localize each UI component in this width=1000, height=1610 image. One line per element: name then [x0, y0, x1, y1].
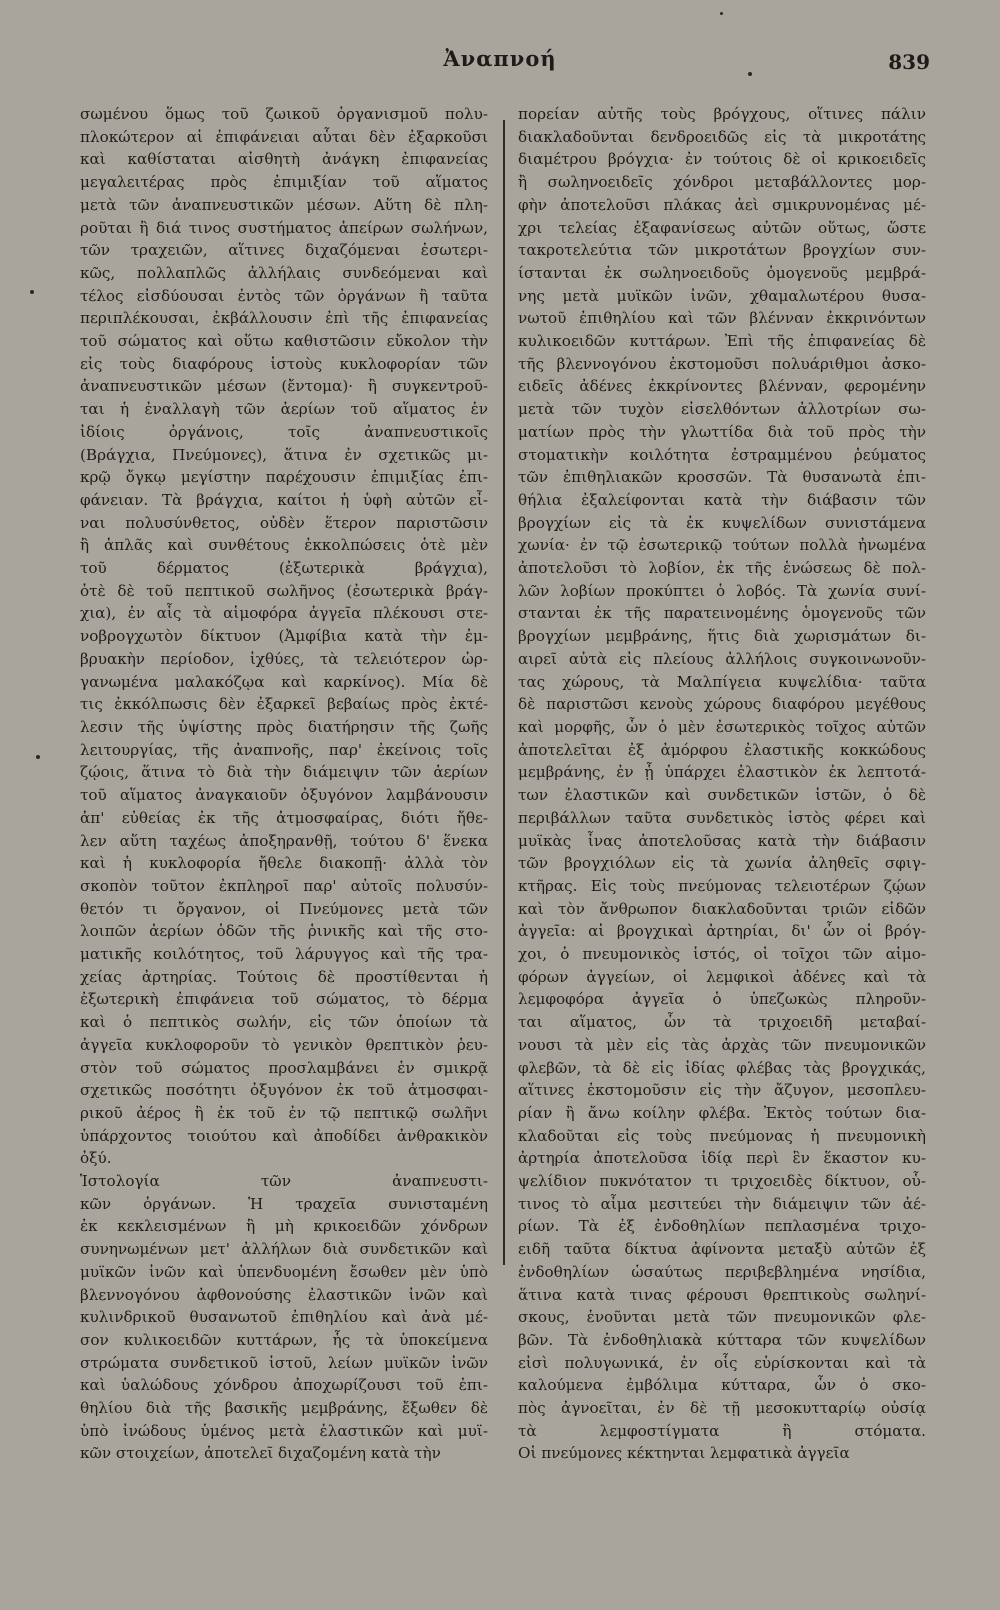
text-line: βρυακὴν περίοδον, ἰχθύες, τὰ τελειότερον ὠρ-	[80, 649, 488, 668]
text-line: σκους, ἑνοῦνται μετὰ τῶν πνευμονικῶν φλε-	[518, 1308, 926, 1327]
text-line: νωτοῦ ἐπιθηλίου καὶ τῶν βλένναν ἐκκρινόντων	[518, 309, 926, 328]
text-line: κυλινδρικοῦ θυσανωτοῦ ἐπιθηλίου καὶ ἀνὰ μέ-	[80, 1308, 488, 1327]
text-line: καὶ ἡ κυκλοφορία ἤθελε διακοπῇ· ἀλλὰ τὸν	[80, 854, 488, 873]
text-line: ὀξύ.	[80, 1149, 112, 1168]
right-text-column	[518, 103, 926, 1465]
text-line: ρίων. Τὰ ἐξ ἐνδοθηλίων πεπλασμένα τριχο-	[518, 1217, 926, 1236]
text-line: ἢ σωληνοειδεῖς χόνδροι μεταβάλλοντες μορ-	[518, 173, 926, 192]
text-line: ἐξωτερικὴ ἐπιφάνεια τοῦ σώματος, τὸ δέρμα	[80, 990, 488, 1009]
text-line: θηλίου διὰ τῆς βασικῆς μεμβράνης, ἔξωθεν δὲ	[80, 1399, 488, 1418]
text-line: μυϊκῶν ἰνῶν καὶ ὑπενδυομένη ἔσωθεν μὲν ὑπὸ	[80, 1262, 488, 1281]
text-line: στὸν τοῦ σώματος προσλαμβάνει ἐν σμικρᾷ	[80, 1058, 488, 1077]
text-line: τας χώρους, τὰ Μαλπίγεια κυψελίδια· ταῦτα	[518, 672, 926, 691]
text-line: νουσι τὰ μὲν εἰς τὰς ἀρχὰς τῶν πνευμονικῶν	[518, 1035, 926, 1054]
text-line: κῶν ὀργάνων. Ἡ τραχεῖα συνισταμένη	[80, 1194, 488, 1213]
text-line: τινος τὸ αἷμα μεσιτεύει τὴν διάμειψιν τῶν ἀέ-	[518, 1194, 926, 1213]
text-line: μυϊκὰς ἶνας ἀποτελοῦσας κατὰ τὴν διάβασιν	[518, 831, 926, 850]
text-line: ματικῆς κοιλότητος, τοῦ λάρυγγος καὶ τῆς τρα-	[80, 945, 488, 964]
text-line: ὁτὲ δὲ τοῦ πεπτικοῦ σωλῆνος (ἐσωτερικὰ βράγ-	[80, 581, 488, 600]
left-text-column	[80, 103, 488, 1465]
ink-speck	[748, 72, 752, 76]
text-line: μετὰ τῶν τυχὸν εἰσελθόντων ἀλλοτρίων σω-	[518, 400, 926, 419]
text-line: διαμέτρου βρόγχια· ἐν τούτοις δὲ οἱ κρικοειδεῖς	[518, 150, 926, 169]
ink-speck	[720, 12, 723, 15]
text-line: ειδεῖς ἀδένες ἐκκρίνοντες βλένναν, φερομένην	[518, 377, 926, 396]
text-line: βρογχίων μεμβράνης, ἥτις διὰ χωρισμάτων δι-	[518, 627, 926, 646]
page-number: 839	[888, 50, 930, 74]
text-line: τῶν βρογχιόλων εἰς τὰ χωνία ἀληθεῖς σφιγ-	[518, 854, 926, 873]
text-line: τὰ λεμφοστίγματα ἢ στόματα.	[518, 1421, 926, 1440]
text-line: ίστανται ἐκ σωληνοειδοῦς ὁμογενοῦς μεμβρά-	[518, 263, 926, 282]
text-line: τῶν τραχειῶν, αἵτινες διχαζόμεναι ἐσωτερι-	[80, 241, 488, 260]
text-line: νοβρογχωτὸν δίκτυον (Ἀμφίβια κατὰ τὴν ἐμ-	[80, 627, 488, 646]
text-line: ἢ ἁπλᾶς καὶ συνθέτους ἐκκολπώσεις ὁτὲ μὲν	[80, 536, 488, 555]
text-line: χείας ἀρτηρίας. Τούτοις δὲ προστίθενται ἡ	[80, 967, 488, 986]
text-line: κλαδοῦται εἰς τοὺς πνεύμονας ἡ πνευμονικὴ	[518, 1126, 926, 1145]
text-line: βλεννογόνου ἀφθονούσης ἐλαστικῶν ἰνῶν καὶ	[80, 1285, 488, 1304]
text-line: ἰδίοις ὀργάνοις, τοῖς ἀναπνευστικοῖς	[80, 422, 488, 441]
text-line: θήλια ἐξαλείφονται κατὰ τὴν διάβασιν τῶν	[518, 490, 926, 509]
text-line: πλοκώτερον αἱ ἐπιφάνειαι αὗται δὲν ἐξαρκοῦσι	[80, 127, 488, 146]
text-line: ειδῆ ταῦτα δίκτυα ἀφίνοντα μεταξὺ αὐτῶν ἐξ	[518, 1240, 926, 1259]
text-line: ψελίδιον πυκνότατον τι τριχοειδὲς δίκτυον, οὗ-	[518, 1172, 926, 1191]
text-line: στρώματα συνδετικοῦ ἱστοῦ, λείων μυϊκῶν ἰνῶν	[80, 1353, 488, 1372]
text-line: λεσιν τῆς ὑψίστης πρὸς διατήρησιν τῆς ζωῆς	[80, 717, 488, 736]
text-line: χρι τελείας ἐξαφανίσεως αὐτῶν οὕτως, ὥστε	[518, 218, 926, 237]
text-line: χωνία· ἐν τῷ ἐσωτερικῷ τούτων πολλὰ ἠνωμένα	[518, 536, 926, 555]
text-line: ὑπάρχοντος τοιούτου καὶ ἀποδίδει ἀνθρακικὸν	[80, 1126, 488, 1145]
text-line: ροῦται ἢ διά τινος συστήματος ἀπείρων σωλήνων,	[80, 218, 488, 237]
text-line: διακλαδοῦνται δενδροειδῶς εἰς τὰ μικροτάτης	[518, 127, 926, 146]
text-line: καὶ ὑαλώδους χόνδρου ἀποχωρίζουσι τοῦ ἐπι-	[80, 1376, 488, 1395]
text-line: κῶν στοιχείων, ἀποτελεῖ διχαζομένη κατὰ τὴν	[80, 1444, 441, 1463]
text-line: βῶν. Τὰ ἐνδοθηλιακὰ κύτταρα τῶν κυψελίδων	[518, 1330, 926, 1349]
text-line: νης μετὰ μυϊκῶν ἰνῶν, χθαμαλωτέρου θυσα-	[518, 286, 926, 305]
text-line: λειτουργίας, τῆς ἀναπνοῆς, παρ' ἐκείνοις τοῖς	[80, 740, 488, 759]
text-line: περιβάλλων ταῦτα συνδετικὸς ἱστὸς φέρει καὶ	[518, 808, 926, 827]
text-line: ἀποτελεῖται ἐξ ἀμόρφου ἐλαστικῆς κοκκώδους	[518, 740, 926, 759]
text-line: ἅτινα κατὰ τινας φέρουσι θρεπτικοὺς σωληνί-	[518, 1285, 926, 1304]
text-line: εἰσὶ πολυγωνικά, ἐν οἷς εὑρίσκονται καὶ τὰ	[518, 1353, 926, 1372]
text-line: πορείαν αὐτῆς τοὺς βρόγχους, οἵτινες πάλιν	[518, 105, 926, 123]
text-line: εἰς τοὺς διαφόρους ἱστοὺς κυκλοφορίαν τῶν	[80, 354, 488, 373]
text-line: λεν αὕτη ταχέως ἀποξηρανθῇ, τούτου δ' ἕνεκα	[80, 831, 488, 850]
text-line: Οἱ πνεύμονες κέκτηνται λεμφατικὰ ἀγγεῖα	[518, 1444, 850, 1463]
text-line: ναι πολυσύνθετος, οὐδὲν ἕτερον παριστῶσιν	[80, 513, 488, 532]
text-line: καλούμενα ἐμβόλιμα κύτταρα, ὧν ὁ σκο-	[518, 1376, 926, 1395]
text-line: σωμένου ὅμως τοῦ ζωικοῦ ὀργανισμοῦ πολυ-	[80, 105, 488, 123]
text-line: ἀναπνευστικῶν μέσων (ἔντομα)· ἢ συγκεντροῦ-	[80, 377, 488, 396]
text-line: ἀπ' εὐθείας ἐκ τῆς ἀτμοσφαίρας, διότι ἤθε-	[80, 808, 488, 827]
text-line: ἐκ κεκλεισμένων ἢ μὴ κρικοειδῶν χόνδρων	[80, 1217, 488, 1236]
text-line: στανται ἐκ τῆς παρατεινομένης ὁμογενοῦς τῶν	[518, 604, 926, 623]
text-line: φλεβῶν, τὰ δὲ εἰς ἰδίας φλέβας τὰς βρογχικάς,	[518, 1058, 926, 1077]
text-line: τοῦ σώματος καὶ οὕτω καθιστῶσιν εὔκολον τὴν	[80, 332, 488, 351]
text-line: ἀποτελοῦσι τὸ λοβίον, ἐκ τῆς ἑνώσεως δὲ πολ-	[518, 559, 926, 578]
text-line: τις ἐκκόλπωσις δὲν ἐξαρκεῖ βεβαίως πρὸς ἐκτέ-	[80, 695, 488, 714]
text-line: καὶ τὸν ἄνθρωπον διακλαδοῦνται τριῶν εἰδῶν	[518, 899, 926, 918]
text-line: χοι, ὁ πνευμονικὸς ἱστός, οἱ τοῖχοι τῶν αἱμο-	[518, 945, 926, 964]
text-line: καὶ ὁ πεπτικὸς σωλήν, εἰς τῶν ὁποίων τὰ	[80, 1013, 488, 1032]
text-line: κτῆρας. Εἰς τοὺς πνεύμονας τελειοτέρων ζῴων	[518, 876, 926, 895]
text-line: φάνειαν. Τὰ βράγχια, καίτοι ἡ ὑφὴ αὐτῶν εἶ-	[80, 490, 488, 509]
text-line: μεμβράνης, ἐν ᾗ ὑπάρχει ἐλαστικὸν ἐκ λεπτοτά-	[518, 763, 926, 782]
running-header-title: Ἀναπνοή	[443, 46, 557, 71]
text-line: ἀρτηρία ἀποτελοῦσα ἰδίᾳ περὶ ἓν ἕκαστον κυ-	[518, 1149, 926, 1168]
text-line: περιπλέκουσαι, ἐκβάλλουσιν ἐπὶ τῆς ἐπιφανείας	[80, 309, 488, 328]
text-line: χια), ἐν αἷς τὰ αἱμοφόρα ἀγγεῖα πλέκουσι στε-	[80, 604, 488, 623]
text-line: θετόν τι ὄργανον, οἱ Πνεύμονες μετὰ τῶν	[80, 899, 488, 918]
text-line: καὶ μορφῆς, ὧν ὁ μὲν ἐσωτερικὸς τοῖχος αὐτῶν	[518, 717, 926, 736]
text-line: σχετικῶς ποσότητι ὀξυγόνον ἐκ τοῦ ἀτμοσφαι-	[80, 1081, 488, 1100]
text-line: ἀγγεῖα: αἱ βρογχικαὶ ἀρτηρίαι, δι' ὧν οἱ βρόγ-	[518, 922, 926, 941]
text-line: μετὰ τῶν ἀναπνευστικῶν μέσων. Αὕτη δὲ πλη-	[80, 195, 488, 214]
text-line: φόρων ἀγγείων, οἱ λεμφικοὶ ἀδένες καὶ τὰ	[518, 967, 926, 986]
text-line: αιρεῖ αὐτὰ εἰς πλείους ἀλλήλοις συγκοινωνοῦν-	[518, 649, 926, 668]
text-line: κυλικοειδῶν κυττάρων. Ἐπὶ τῆς ἐπιφανείας δὲ	[518, 332, 926, 351]
text-line: Ἱστολογία τῶν ἀναπνευστι-	[80, 1172, 488, 1191]
text-line: ὑπὸ ἰνώδους ὑμένος μετὰ ἐλαστικῶν καὶ μυϊ-	[80, 1421, 488, 1440]
text-line: τοῦ δέρματος (ἐξωτερικὰ βράγχια),	[80, 559, 488, 578]
text-line: κῶς, πολλαπλῶς ἀλλήλαις συνδεόμεναι καὶ	[80, 263, 488, 282]
text-line: ἀγγεῖα κυκλοφοροῦν τὸ γενικὸν θρεπτικὸν ῥευ-	[80, 1035, 488, 1054]
text-line: τῶν ἐπιθηλιακῶν κροσσῶν. Τὰ θυσανωτὰ ἐπι-	[518, 468, 926, 487]
text-line: δὲ παριστῶσι κενοὺς χώρους διαφόρου μεγέθους	[518, 695, 926, 714]
text-line: ρίαν ἢ ἄνω κοίλην φλέβα. Ἐκτὸς τούτων δια-	[518, 1103, 926, 1122]
text-line: σκοπὸν τοῦτον ἐκπληροῖ παρ' αὐτοῖς πολυσύν-	[80, 876, 488, 895]
text-line: αἵτινες ἐκστομοῦσιν εἰς τὴν ἄζυγον, μεσοπλευ-	[518, 1081, 926, 1100]
text-line: καὶ καθίσταται αἰσθητὴ ἀνάγκη ἐπιφανείας	[80, 150, 488, 169]
text-line: ἐνδοθηλίων ὡσαύτως περιβεβλημένα νησίδια,	[518, 1262, 926, 1281]
ink-speck	[36, 755, 40, 759]
text-line: φὴν ἀποτελοῦσι πλάκας ἀεὶ σμικρυνομένας μέ-	[518, 195, 926, 214]
ink-speck	[30, 290, 34, 294]
text-line: γανωμένα μαλακόζῳα καὶ καρκίνος). Μία δὲ	[80, 672, 488, 691]
text-line: μεγαλειτέρας πρὸς ἐπιμιξίαν τοῦ αἵματος	[80, 173, 488, 192]
text-line: (Βράγχια, Πνεύμονες), ἅτινα ἐν σχετικῶς μι-	[80, 445, 488, 464]
text-line: τέλος εἰσδύουσαι ἐντὸς τῶν ὀργάνων ἢ ταῦτα	[80, 286, 488, 305]
text-line: λῶν λοβίων προκύπτει ὁ λοβός. Τὰ χωνία συνί-	[518, 581, 926, 600]
text-line: τῆς βλεννογόνου ἐκστομοῦσι πολυάριθμοι ἀσκο-	[518, 354, 926, 373]
text-line: ται αἵματος, ὧν τὰ τριχοειδῆ μεταβαί-	[518, 1013, 926, 1032]
text-line: ματίων πρὸς τὴν γλωττίδα διὰ τοῦ πρὸς τὴν	[518, 422, 926, 441]
text-line: λεμφοφόρα ἀγγεῖα ὁ ὑπεζωκὼς πληροῦν-	[518, 990, 926, 1009]
text-line: τακροτελεύτια τῶν μικροτάτων βρογχίων συν-	[518, 241, 926, 260]
text-line: βρογχίων εἰς τὰ ἐκ κυψελίδων συνιστάμενα	[518, 513, 926, 532]
text-line: λοιπῶν ἀερίων ὁδῶν τῆς ῥινικῆς καὶ τῆς στο-	[80, 922, 488, 941]
text-line: τοῦ αἵματος ἀναγκαιοῦν ὀξυγόνον λαμβάνουσιν	[80, 786, 488, 805]
column-divider	[503, 120, 505, 1265]
text-line: ρικοῦ ἀέρος ἢ ἐκ τοῦ ἐν τῷ πεπτικῷ σωλῆνι	[80, 1103, 488, 1122]
text-line: των ἐλαστικῶν καὶ συνδετικῶν ἱστῶν, ὁ δὲ	[518, 786, 926, 805]
text-line: κρῷ ὄγκῳ μεγίστην παρέχουσιν ἐπιμιξίας ἐπι-	[80, 468, 488, 487]
text-line: στοματικὴν κοιλότητα ἐστραμμένου ῥεύματος	[518, 445, 926, 464]
text-line: ται ἡ ἐναλλαγὴ τῶν ἀερίων τοῦ αἵματος ἐν	[80, 400, 488, 419]
text-line: σον κυλικοειδῶν κυττάρων, ἧς τὰ ὑποκείμενα	[80, 1330, 488, 1349]
text-line: ζῴοις, ἅτινα τὸ διὰ τὴν διάμειψιν τῶν ἀερίων	[80, 763, 488, 782]
text-line: συνηνωμένων μετ' ἀλλήλων διὰ συνδετικῶν καὶ	[80, 1240, 488, 1259]
text-line: πὸς ἀγνοεῖται, ἐν δὲ τῇ μεσοκυτταρίῳ οὐσίᾳ	[518, 1399, 926, 1418]
